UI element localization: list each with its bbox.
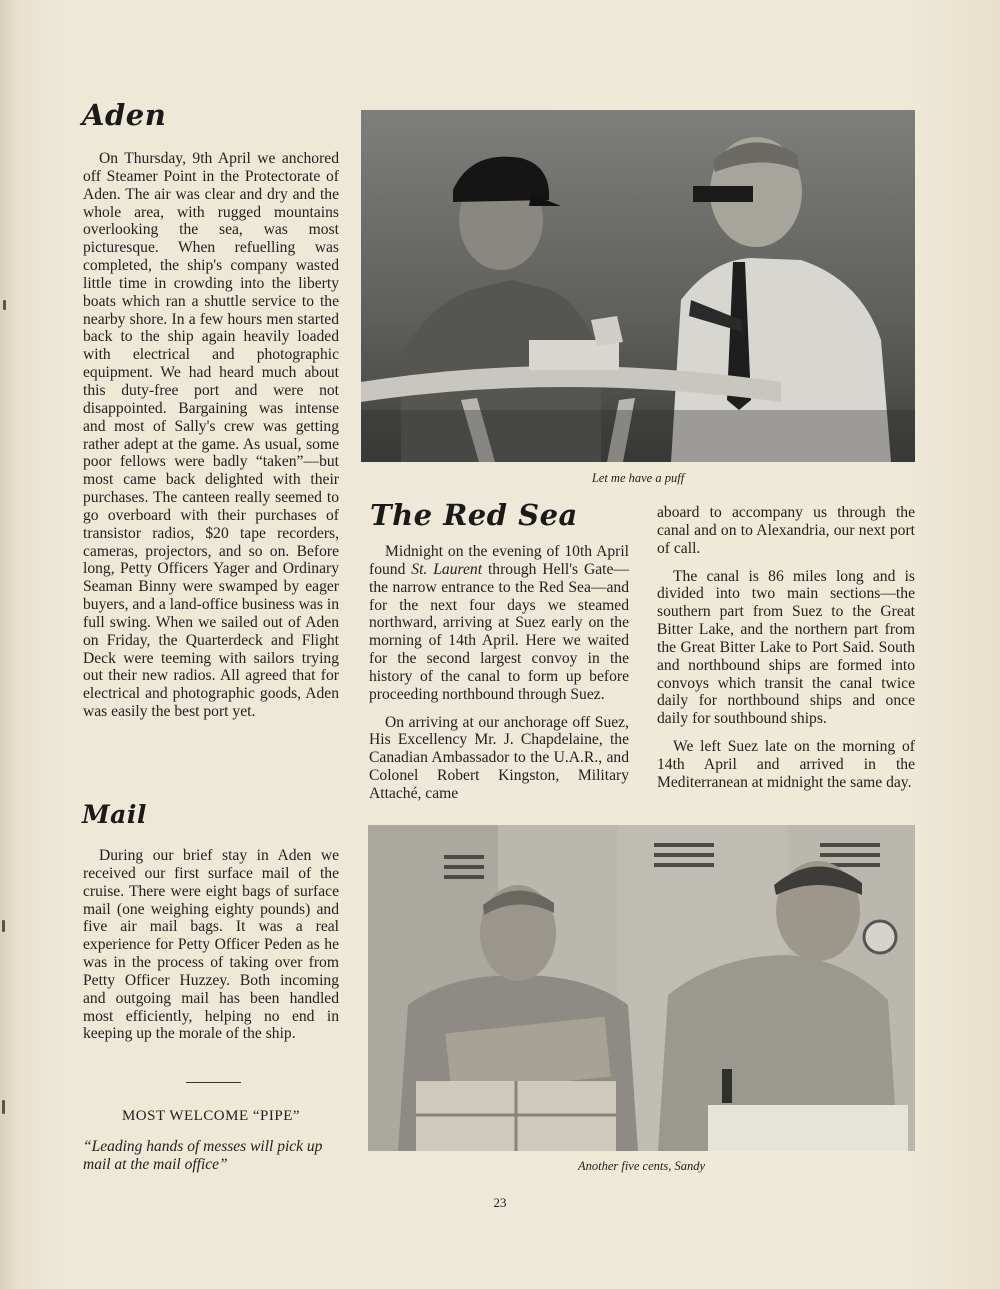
red-sea-para-3: aboard to accompany us through the canal and on to Alexandria, our next port of call.: [657, 504, 915, 557]
aden-heading: Aden: [82, 98, 167, 132]
top-photo-caption: Let me have a puff: [591, 471, 685, 485]
photo-officers-on-bridge: [361, 110, 915, 462]
red-sea-para-2: On arriving at our anchorage off Suez, His Excellency Mr. J. Chapdelaine, the Canadian Ambassador to the U.A.R., and Colonel Robert Kingston, Military Attaché, came: [369, 713, 629, 802]
red-sea-para-4: The canal is 86 miles long and is divided into two main sections—the southern part from Suez to the Great Bitter Lake, and the northern part from the Great Bitter Lake to Port Said. South and northbound ships are formed into convoys which transit the canal twice daily for northbound ships and once daily for southbound ships.: [657, 567, 915, 728]
photo-mail-sorting: [368, 825, 915, 1151]
binder-mark: [2, 920, 5, 932]
red-sea-heading: The Red Sea: [370, 498, 578, 532]
aden-article: [83, 150, 339, 721]
ship-name: St. Laurent: [411, 560, 483, 578]
mail-body: During our brief stay in Aden we received our first surface mail of the cruise. There were eight bags of surface mail (one weighing eighty pounds) and five air mail bags. It was a real experience for Petty Officer Peden as he was in the process of taking over from Petty Officer Huzzey. Both incoming and outgoing mail has been handled most efficiently, helping no end in keeping up the morale of the ship.: [83, 847, 339, 1043]
red-sea-column-1: [369, 543, 629, 813]
red-sea-para-5: We left Suez late on the morning of 14th April and arrived in the Mediterranean at midnight the same day.: [657, 738, 915, 791]
pipe-quote: “Leading hands of messes will pick up mail at the mail office”: [83, 1138, 323, 1173]
page-number: 23: [493, 1195, 507, 1210]
pipe-title: MOST WELCOME “PIPE”: [121, 1108, 301, 1124]
bridge-photo-illustration: [361, 110, 915, 462]
bottom-photo-caption: Another five cents, Sandy: [577, 1159, 706, 1173]
binder-mark: [3, 300, 6, 310]
red-sea-column-2: [657, 504, 915, 802]
binder-mark: [2, 1100, 5, 1114]
mail-article: [83, 847, 339, 1043]
section-divider: [186, 1082, 241, 1083]
mail-photo-illustration: [368, 825, 915, 1151]
red-sea-para-1: [369, 543, 629, 704]
aden-body: On Thursday, 9th April we anchored off Steamer Point in the Protectorate of Aden. The air was clear and dry and the whole area, with rugged mountains overlooking the sea, was most picturesque. When refuelling was completed, the ship's company wasted little time in crowding into the liberty boats which ran a shuttle service to the nearby shore. In a few hours men started back to the ship again heavily loaded with electrical and photographic equipment. We had heard much about this duty-free port and were not disappointed. Bargaining was intense and most of Sally's crew was getting rather adept at the game. As usual, some poor fellows were badly “taken”—but most came back delighted with their purchases. The canteen really seemed to go overboard with their purchases of transistor radios, $20 tape recorders, cameras, projectors, and so on. Before long, Petty Officers Yager and Ordinary Seaman Binny were swamped by eager buyers, and a land-office business was in full swing. When we sailed out of Aden on Friday, the Quarterdeck and Flight Deck were teeming with sailors trying out their new radios. All agreed that for electrical and photographic goods, Aden was easily the best port yet.: [83, 150, 339, 721]
mail-heading: Mail: [82, 800, 147, 829]
red-sea-para-1-start: Midnight on the evening of 10th April found: [369, 543, 629, 578]
red-sea-para-1-end: through Hell's Gate—the narrow entrance to the Red Sea—and for the next four days we steamed northward, arriving at Suez early on the morning of 14th April. Here we waited for the second largest convoy in the history of the canal to form up before proceeding northbound through Suez.: [369, 560, 630, 703]
